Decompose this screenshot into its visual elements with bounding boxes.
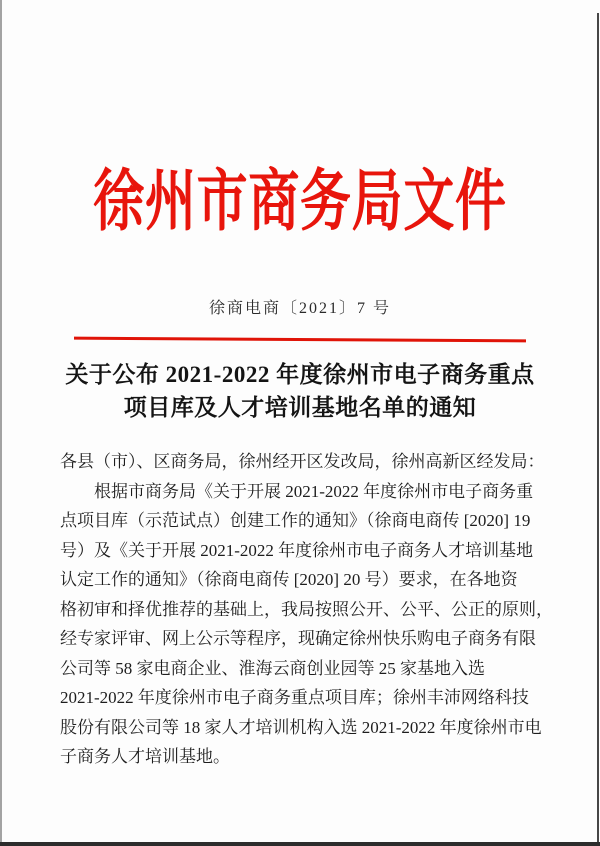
doc-body xyxy=(60,447,553,772)
body-line: 格初审和择优推荐的基础上，我局按照公开、公平、公正的原则， xyxy=(60,599,553,619)
body-line: 股份有限公司等 18 家人才培训机构入选 2021-2022 年度徐州市电 xyxy=(60,717,542,737)
doc-number: 徐商电商〔2021〕7 号 xyxy=(208,300,391,317)
red-separator-line xyxy=(74,337,526,343)
doc-title-line-1: 关于公布 2021-2022 年度徐州市电子商务重点 xyxy=(65,362,535,387)
body-line: 根据市商务局《关于开展 2021-2022 年度徐州市电子商务重 xyxy=(94,481,534,501)
scan-edge-right xyxy=(597,13,599,846)
body-line-salutation: 各县（市）、区商务局，徐州经开区发改局，徐州高新区经发局： xyxy=(60,452,545,471)
doc-title xyxy=(0,358,600,424)
body-line: 号）及《关于开展 2021-2022 年度徐州市电子商务人才培训基地 xyxy=(60,540,534,560)
body-line: 经专家评审、网上公示等程序，现确定徐州快乐购电子商务有限 xyxy=(60,629,536,648)
doc-title-line-2: 项目库及人才培训基地名单的通知 xyxy=(123,395,477,420)
body-line-last: 子商务人才培训基地。 xyxy=(60,747,230,766)
body-line: 公司等 58 家电商企业、淮海云商创业园等 25 家基地入选 xyxy=(60,658,485,678)
letterhead-title xyxy=(0,160,600,244)
letterhead-title-text: 徐州市商务局文件 xyxy=(93,165,507,239)
body-line: 点项目库（示范试点）创建工作的通知》（徐商电商传 [2020] 19 xyxy=(60,511,531,530)
body-line: 2021-2022 年度徐州市电子商务重点项目库；徐州丰沛网络科技 xyxy=(60,688,529,707)
scan-edge-bottom xyxy=(0,842,600,846)
body-line: 认定工作的通知》（徐商电商传 [2020] 20 号）要求，在各地资 xyxy=(60,570,518,589)
